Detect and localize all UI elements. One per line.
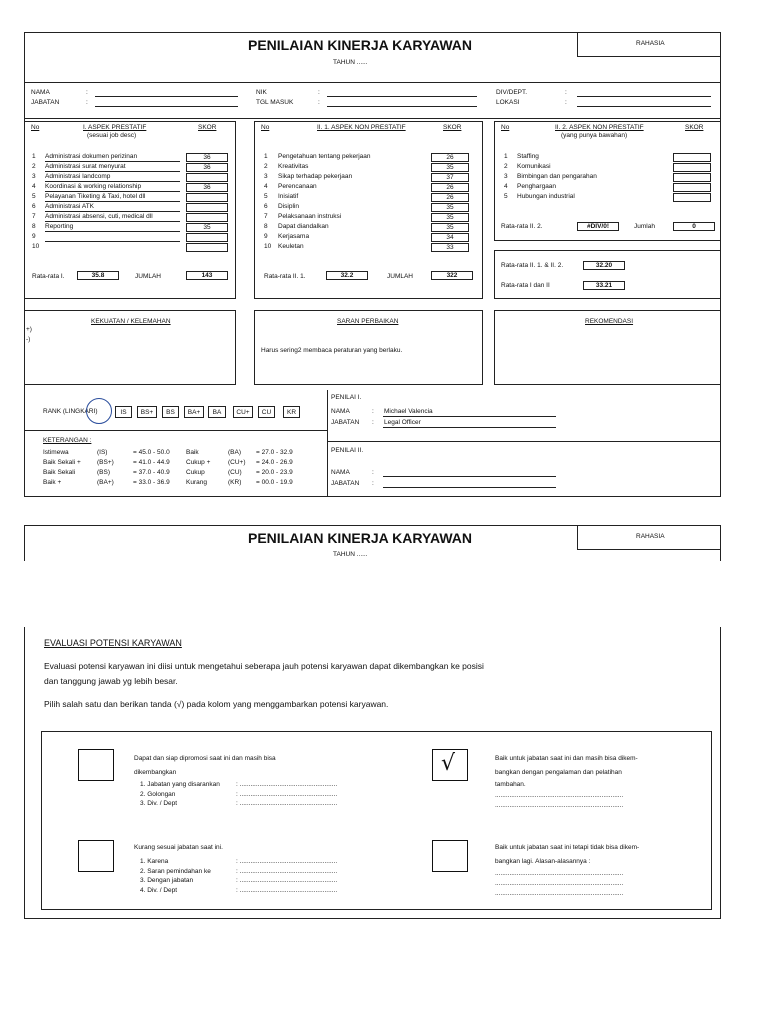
row-score[interactable] bbox=[673, 193, 711, 202]
form1-title: PENILAIAN KINERJA KARYAWAN bbox=[247, 37, 473, 53]
option-a-checkbox[interactable] bbox=[78, 749, 114, 781]
row-underline bbox=[45, 161, 180, 162]
keterangan-cell: (BA) bbox=[228, 449, 241, 456]
keterangan-cell: = 24.0 - 26.9 bbox=[256, 459, 293, 466]
row-number: 7 bbox=[264, 213, 268, 220]
row-score[interactable] bbox=[186, 203, 228, 212]
row-number: 8 bbox=[32, 223, 36, 230]
col-skor: SKOR bbox=[443, 124, 462, 131]
row-number: 6 bbox=[264, 203, 268, 210]
sum-value: 143 bbox=[186, 271, 228, 280]
rank-option-ba[interactable]: BA bbox=[208, 406, 226, 418]
colon: : bbox=[318, 99, 320, 106]
row-number: 4 bbox=[32, 183, 36, 190]
row-label: Perencanaan bbox=[278, 183, 317, 190]
avg12-label: Rata-rata II. 1. & II. 2. bbox=[501, 262, 564, 269]
row-score[interactable] bbox=[673, 173, 711, 182]
row-number: 2 bbox=[32, 163, 36, 170]
section-header: KEKUATAN / KELEMAHAN bbox=[91, 318, 171, 325]
colon: : bbox=[372, 408, 374, 415]
row-label: Disiplin bbox=[278, 203, 299, 210]
row-score[interactable] bbox=[186, 243, 228, 252]
rank-option-ba-plus[interactable]: BA+ bbox=[184, 406, 204, 418]
penilai1-header: PENILAI I. bbox=[331, 394, 362, 401]
keterangan-cell: = 00.0 - 19.9 bbox=[256, 479, 293, 486]
section-header: I. ASPEK PRESTATIF bbox=[83, 124, 147, 131]
row-score[interactable]: 36 bbox=[186, 163, 228, 172]
keterangan-cell: Baik Sekali + bbox=[43, 459, 81, 466]
option-a-field-label: 3. Div. / Dept bbox=[140, 800, 178, 807]
keterangan-cell: Cukup bbox=[186, 469, 205, 476]
sum-label: JUMLAH bbox=[135, 273, 162, 280]
row-score[interactable]: 33 bbox=[431, 243, 469, 252]
label-nik: NIK bbox=[256, 89, 267, 96]
option-c-field-dots[interactable]: : ...................................................... bbox=[236, 858, 338, 865]
keterangan-cell: Cukup + bbox=[186, 459, 211, 466]
section-rekomendasi bbox=[494, 310, 721, 385]
row-score[interactable]: 26 bbox=[431, 193, 469, 202]
penilai1-nama-line bbox=[383, 416, 556, 417]
section-subheader: (yang punya bawahan) bbox=[561, 132, 628, 139]
option-b-dots: ....................................................................... bbox=[495, 802, 624, 809]
avg-value: 35.8 bbox=[77, 271, 119, 280]
avg-label: Rata-rata I. bbox=[32, 273, 65, 280]
col-skor: SKOR bbox=[198, 124, 217, 131]
form2-title: PENILAIAN KINERJA KARYAWAN bbox=[247, 530, 473, 546]
row-label: Administrasi ATK bbox=[45, 203, 95, 210]
row-number: 1 bbox=[504, 153, 508, 160]
keterangan-cell: Baik + bbox=[43, 479, 62, 486]
check-mark-icon: √ bbox=[441, 751, 456, 776]
sum-label: JUMLAH bbox=[387, 273, 414, 280]
rank-option-is[interactable]: IS bbox=[115, 406, 132, 418]
section-non-prestatif-2 bbox=[494, 121, 721, 241]
option-c-field-label: 3. Dengan jabatan bbox=[140, 877, 194, 884]
row-score[interactable]: 34 bbox=[431, 233, 469, 242]
form1-year: TAHUN ...... bbox=[333, 59, 368, 66]
label-tgl-masuk: TGL MASUK bbox=[256, 99, 294, 106]
row-score[interactable] bbox=[186, 173, 228, 182]
option-a-field-label: 2. Golongan bbox=[140, 790, 176, 798]
keterangan-cell: = 45.0 - 50.0 bbox=[133, 449, 170, 456]
penilai2-jabatan-field[interactable] bbox=[383, 487, 556, 488]
colon: : bbox=[565, 89, 567, 96]
section-totals bbox=[494, 250, 721, 299]
form1-header-divider-2 bbox=[24, 118, 721, 119]
avg-label: Rata-rata II. 1. bbox=[264, 273, 306, 280]
option-b-text-2: bangkan dengan pengalaman dan pelatihan bbox=[495, 769, 622, 776]
keterangan-cell: (KR) bbox=[228, 479, 242, 486]
rank-label: RANK (LINGKARI) bbox=[43, 408, 98, 415]
row-label: Kreativitas bbox=[278, 163, 309, 170]
keterangan-cell: Baik bbox=[186, 449, 199, 456]
option-d-dots: ....................................................................... bbox=[495, 890, 624, 897]
penilai-divider bbox=[327, 441, 721, 442]
row-number: 5 bbox=[504, 193, 508, 200]
keterangan-cell: = 20.0 - 23.9 bbox=[256, 469, 293, 476]
avg-value: 32.2 bbox=[326, 271, 368, 280]
option-a-field-label: 1. Jabatan yang disarankan bbox=[140, 781, 220, 788]
penilai1-jabatan: Legal Officer bbox=[384, 419, 421, 426]
row-label: Penghargaan bbox=[517, 183, 557, 190]
eval-intro-1: Evaluasi potensi karyawan ini diisi untuk mengetahui seberapa jauh potensi karyawan dapat dikembangkan ke posisi bbox=[44, 661, 484, 671]
avg-label: Rata-rata II. 2. bbox=[501, 223, 543, 230]
strength-marker: +) bbox=[26, 326, 32, 333]
rank-option-kr[interactable]: KR bbox=[283, 406, 300, 418]
row-label: Administrasi surat menyurat bbox=[45, 163, 126, 170]
lokasi-field[interactable] bbox=[577, 106, 711, 107]
col-no: No bbox=[31, 124, 40, 131]
row-score[interactable]: 36 bbox=[186, 183, 228, 192]
row-number: 8 bbox=[264, 223, 268, 230]
row-number: 10 bbox=[264, 243, 272, 250]
option-c-field-label: 1. Karena bbox=[140, 858, 169, 865]
form2-year: TAHUN ...... bbox=[333, 551, 368, 558]
row-score[interactable]: 36 bbox=[186, 153, 228, 162]
row-number: 7 bbox=[32, 213, 36, 220]
col-skor: SKOR bbox=[685, 124, 704, 131]
label-div: DIV/DEPT. bbox=[496, 89, 528, 96]
section-header: II. 1. ASPEK NON PRESTATIF bbox=[317, 124, 406, 131]
sum-value: 322 bbox=[431, 271, 473, 280]
eval-instruction: Pilih salah satu dan berikan tanda (√) pada kolom yang menggambarkan potensi karyawan. bbox=[44, 699, 389, 709]
row-label: Administrasi landcomp bbox=[45, 173, 111, 180]
option-b-text-3: tambahan. bbox=[495, 781, 526, 788]
eval-intro-2: dan tanggung jawab yg lebih besar. bbox=[44, 676, 178, 686]
keterangan-cell: (BA+) bbox=[97, 479, 114, 486]
section-subheader: (sesuai job desc) bbox=[87, 132, 137, 139]
nik-field[interactable] bbox=[327, 96, 477, 97]
row-label: Pelaksanaan instruksi bbox=[278, 213, 342, 220]
row-underline bbox=[45, 201, 180, 202]
row-number: 2 bbox=[504, 163, 508, 170]
rank-option-cu[interactable]: CU bbox=[258, 406, 275, 418]
keterangan-cell: (BS+) bbox=[97, 459, 114, 466]
colon: : bbox=[318, 89, 320, 96]
row-number: 9 bbox=[264, 233, 268, 240]
option-a-text-2: dikembangkan bbox=[134, 769, 177, 776]
saran-text: Harus sering2 membaca peraturan yang berlaku. bbox=[261, 347, 403, 354]
avg-value: #DIV/0! bbox=[577, 222, 619, 231]
option-b-text: Baik untuk jabatan saat ini dan masih bisa dikem- bbox=[495, 755, 638, 762]
option-c-field-dots[interactable]: : ...................................................... bbox=[236, 867, 338, 875]
keterangan-cell: = 27.0 - 32.9 bbox=[256, 449, 293, 456]
rank-divider-h bbox=[24, 430, 327, 431]
penilai1-nama: Michael Valencia bbox=[384, 408, 433, 415]
option-c-field-label: 4. Div. / Dept bbox=[140, 886, 178, 894]
option-d-text-2: bangkan lagi. Alasan-alasannya : bbox=[495, 858, 591, 865]
row-number: 2 bbox=[264, 163, 268, 170]
penilai2-nama-label: NAMA bbox=[331, 469, 350, 476]
row-label: Inisiatif bbox=[278, 193, 299, 200]
penilai2-jabatan-label: JABATAN bbox=[331, 480, 360, 487]
row-number: 1 bbox=[32, 153, 36, 160]
row-number: 6 bbox=[32, 203, 36, 210]
nama-field[interactable] bbox=[95, 96, 238, 97]
row-number: 3 bbox=[32, 173, 36, 180]
option-c-field-dots[interactable]: : ...................................................... bbox=[236, 886, 338, 894]
keterangan-cell: = 41.0 - 44.9 bbox=[133, 459, 170, 466]
row-label: Hubungan industrial bbox=[517, 193, 575, 200]
row-underline bbox=[45, 171, 180, 172]
row-score[interactable]: 35 bbox=[186, 223, 228, 232]
colon: : bbox=[565, 99, 567, 106]
keterangan-cell: Istimewa bbox=[43, 449, 69, 456]
keterangan-cell: (CU) bbox=[228, 469, 242, 476]
option-b-checkbox[interactable] bbox=[432, 749, 468, 781]
option-d-text: Baik untuk jabatan saat ini tetapi tidak bisa dikem- bbox=[495, 844, 640, 851]
row-underline bbox=[45, 231, 180, 232]
eval-title: EVALUASI POTENSI KARYAWAN bbox=[44, 638, 182, 648]
row-score[interactable] bbox=[673, 153, 711, 162]
row-number: 5 bbox=[264, 193, 268, 200]
option-d-dots: ....................................................................... bbox=[495, 870, 624, 877]
option-c-text: Kurang sesuai jabatan saat ini. bbox=[134, 844, 223, 851]
row-label: Reporting bbox=[45, 223, 74, 230]
form1-confidential: RAHASIA bbox=[636, 40, 665, 47]
col-no: No bbox=[261, 124, 270, 131]
row-number: 3 bbox=[504, 173, 508, 180]
row-score[interactable] bbox=[673, 163, 711, 172]
keterangan-cell: (CU+) bbox=[228, 459, 246, 466]
col-no: No bbox=[501, 124, 510, 131]
rank-divider-v bbox=[327, 390, 328, 497]
penilai1-nama-label: NAMA bbox=[331, 408, 350, 415]
option-a-field-dots[interactable]: : ...................................................... bbox=[236, 790, 338, 798]
label-lokasi: LOKASI bbox=[496, 99, 520, 106]
rank-option-cu-plus[interactable]: CU+ bbox=[233, 406, 253, 418]
option-c-checkbox[interactable] bbox=[78, 840, 114, 872]
row-underline bbox=[45, 241, 180, 242]
row-label: Komunikasi bbox=[517, 163, 551, 170]
row-score[interactable]: 35 bbox=[431, 203, 469, 212]
row-number: 3 bbox=[264, 173, 268, 180]
colon: : bbox=[372, 419, 374, 426]
row-score[interactable]: 37 bbox=[431, 173, 469, 182]
option-a-field-dots[interactable]: : ...................................................... bbox=[236, 781, 338, 788]
row-label: Sikap terhadap pekerjaan bbox=[278, 173, 353, 180]
row-number: 5 bbox=[32, 193, 36, 200]
weakness-marker: -) bbox=[26, 336, 31, 343]
avg12-value: 32.20 bbox=[583, 261, 625, 270]
row-score[interactable]: 26 bbox=[431, 153, 469, 162]
keterangan-cell: = 33.0 - 36.9 bbox=[133, 479, 170, 486]
row-number: 9 bbox=[32, 233, 36, 240]
row-label: Staffing bbox=[517, 153, 539, 160]
penilai2-nama-field[interactable] bbox=[383, 476, 556, 477]
label-nama: NAMA bbox=[31, 89, 50, 96]
option-c-field-dots[interactable]: : ...................................................... bbox=[236, 877, 338, 884]
penilai2-header: PENILAI II. bbox=[331, 447, 364, 454]
row-score[interactable] bbox=[186, 193, 228, 202]
option-d-checkbox[interactable] bbox=[432, 840, 468, 872]
penilai1-jabatan-line bbox=[383, 427, 556, 428]
keterangan-cell: Baik Sekali bbox=[43, 469, 76, 476]
keterangan-cell: (BS) bbox=[97, 469, 110, 476]
row-underline bbox=[45, 221, 180, 222]
avgall-value: 33.21 bbox=[583, 281, 625, 290]
row-label: Pelayanan Tiketing & Taxi, hotel dll bbox=[45, 193, 146, 200]
label-jabatan: JABATAN bbox=[31, 99, 60, 106]
colon: : bbox=[86, 99, 88, 106]
option-c-field-label: 2. Saran pemindahan ke bbox=[140, 867, 211, 875]
div-field[interactable] bbox=[577, 96, 711, 97]
keterangan-header: KETERANGAN : bbox=[43, 437, 92, 444]
colon: : bbox=[372, 480, 374, 487]
row-label: Bimbingan dan pengarahan bbox=[517, 173, 597, 180]
option-d-dots: ....................................................................... bbox=[495, 880, 624, 887]
section-header: SARAN PERBAIKAN bbox=[337, 318, 399, 325]
keterangan-cell: = 37.0 - 40.9 bbox=[133, 469, 170, 476]
option-b-dots: ....................................................................... bbox=[495, 792, 624, 799]
row-number: 4 bbox=[264, 183, 268, 190]
row-number: 10 bbox=[32, 243, 40, 250]
section-kekuatan bbox=[24, 310, 236, 385]
rank-circle bbox=[86, 398, 112, 424]
row-score[interactable]: 35 bbox=[431, 163, 469, 172]
jabatan-field[interactable] bbox=[95, 106, 238, 107]
row-label: Koordinasi & working relationship bbox=[45, 183, 142, 190]
row-score[interactable] bbox=[186, 233, 228, 242]
row-underline bbox=[45, 211, 180, 212]
row-score[interactable]: 35 bbox=[431, 223, 469, 232]
colon: : bbox=[372, 469, 374, 476]
section-non-prestatif-1 bbox=[254, 121, 483, 299]
avgall-label: Rata-rata I dan II bbox=[501, 282, 550, 289]
row-label: Administrasi dokumen perizinan bbox=[45, 153, 138, 160]
keterangan-cell: (IS) bbox=[97, 449, 108, 456]
colon: : bbox=[86, 89, 88, 96]
form2-confidential: RAHASIA bbox=[636, 533, 665, 540]
form1-header-divider bbox=[24, 82, 721, 83]
row-score[interactable]: 35 bbox=[431, 213, 469, 222]
penilai1-jabatan-label: JABATAN bbox=[331, 419, 360, 426]
row-number: 1 bbox=[264, 153, 268, 160]
row-number: 4 bbox=[504, 183, 508, 190]
option-a-field-dots[interactable]: : ...................................................... bbox=[236, 800, 338, 807]
option-a-text: Dapat dan siap dipromosi saat ini dan masih bisa bbox=[134, 755, 276, 762]
row-label: Pengetahuan tentang pekerjaan bbox=[278, 153, 371, 160]
row-label: Keuletan bbox=[278, 243, 304, 250]
sum-value: 0 bbox=[673, 222, 715, 231]
row-score[interactable] bbox=[673, 183, 711, 192]
row-underline bbox=[45, 191, 180, 192]
row-label: Dapat diandalkan bbox=[278, 223, 329, 230]
row-label: Kerjasama bbox=[278, 233, 310, 240]
section-saran bbox=[254, 310, 483, 385]
tgl-masuk-field[interactable] bbox=[327, 106, 477, 107]
row-score[interactable]: 26 bbox=[431, 183, 469, 192]
row-underline bbox=[45, 181, 180, 182]
section-aspek-prestatif bbox=[24, 121, 236, 299]
section-header: II. 2. ASPEK NON PRESTATIF bbox=[555, 124, 644, 131]
row-score[interactable] bbox=[186, 213, 228, 222]
section-header: REKOMENDASI bbox=[585, 318, 634, 325]
row-label: Administrasi absensi, cuti, medical dll bbox=[45, 213, 153, 220]
rank-option-bs[interactable]: BS bbox=[162, 406, 179, 418]
rank-option-bs-plus[interactable]: BS+ bbox=[137, 406, 157, 418]
sum-label: Jumlah bbox=[634, 223, 655, 230]
keterangan-cell: Kurang bbox=[186, 479, 207, 486]
